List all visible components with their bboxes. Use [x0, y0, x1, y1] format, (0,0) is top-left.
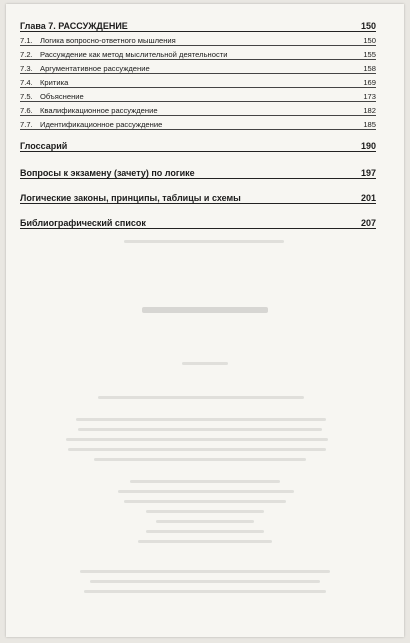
toc-section-number: 7.3.	[20, 64, 33, 73]
toc-section-page: 185	[363, 120, 376, 129]
toc-entry-row[interactable]	[20, 138, 376, 152]
toc-section-page: 158	[363, 64, 376, 73]
toc-entry-title: Вопросы к экзамену (зачету) по логике	[20, 168, 195, 178]
toc-section-row[interactable]	[20, 35, 376, 46]
toc-entry-row[interactable]	[20, 190, 376, 204]
bleed-through-line	[182, 362, 228, 365]
toc-entry-title: Логические законы, принципы, таблицы и схемы	[20, 193, 241, 203]
toc-entry-page: 190	[360, 141, 376, 151]
bleed-through-line	[130, 480, 280, 483]
bleed-through-line	[78, 428, 322, 431]
toc-section-page: 169	[363, 78, 376, 87]
toc-section-row[interactable]	[20, 49, 376, 60]
toc-entry-row[interactable]	[20, 165, 376, 179]
toc-section-number: 7.2.	[20, 50, 33, 59]
toc-section-page: 182	[363, 106, 376, 115]
bleed-through-line	[80, 570, 330, 573]
bleed-through-line	[124, 240, 284, 243]
toc-section-title: Критика	[40, 78, 69, 87]
toc-section-list	[20, 35, 376, 130]
bleed-through-line	[138, 540, 272, 543]
toc-section-number: 7.5.	[20, 92, 33, 101]
toc-chapter-page: 150	[360, 21, 376, 31]
bleed-through-line	[66, 438, 328, 441]
toc-entry-title: Библиографический список	[20, 218, 146, 228]
bleed-through-line	[94, 458, 306, 461]
toc-section-title: Логика вопросно-ответного мышления	[40, 36, 176, 45]
table-of-contents	[20, 18, 376, 229]
toc-section-row[interactable]	[20, 105, 376, 116]
toc-section-title: Рассуждение как метод мыслительной деятельности	[40, 50, 228, 59]
toc-section-title: Квалификационное рассуждение	[40, 106, 158, 115]
bleed-through-line	[90, 580, 320, 583]
toc-section-row[interactable]	[20, 119, 376, 130]
toc-entry-page: 197	[360, 168, 376, 178]
toc-chapter-row[interactable]	[20, 18, 376, 32]
bleed-through-line	[84, 590, 326, 593]
toc-section-row[interactable]	[20, 77, 376, 88]
bleed-through-line	[98, 396, 304, 399]
toc-entry-row[interactable]	[20, 215, 376, 229]
toc-section-row[interactable]	[20, 91, 376, 102]
toc-section-row[interactable]	[20, 63, 376, 74]
toc-entry-page: 201	[360, 193, 376, 203]
toc-entry-page: 207	[360, 218, 376, 228]
bleed-through-line	[124, 500, 286, 503]
toc-section-page: 150	[363, 36, 376, 45]
bleed-through-line	[68, 448, 326, 451]
toc-section-number: 7.4.	[20, 78, 33, 87]
bleed-through-line	[156, 520, 254, 523]
toc-chapter-title: Глава 7. РАССУЖДЕНИЕ	[20, 21, 128, 31]
toc-section-page: 155	[363, 50, 376, 59]
book-page	[6, 4, 404, 637]
bleed-through-line	[76, 418, 326, 421]
toc-entry-title: Глоссарий	[20, 141, 68, 151]
bleed-through-line	[146, 530, 264, 533]
toc-section-number: 7.6.	[20, 106, 33, 115]
toc-section-number: 7.7.	[20, 120, 33, 129]
toc-section-page: 173	[363, 92, 376, 101]
toc-section-number: 7.1.	[20, 36, 33, 45]
bleed-through-line	[118, 490, 294, 493]
toc-section-title: Объяснение	[40, 92, 84, 101]
bleed-through-title	[142, 307, 268, 313]
bleed-through-line	[146, 510, 264, 513]
toc-section-title: Идентификационное рассуждение	[40, 120, 163, 129]
toc-section-title: Аргументативное рассуждение	[40, 64, 150, 73]
